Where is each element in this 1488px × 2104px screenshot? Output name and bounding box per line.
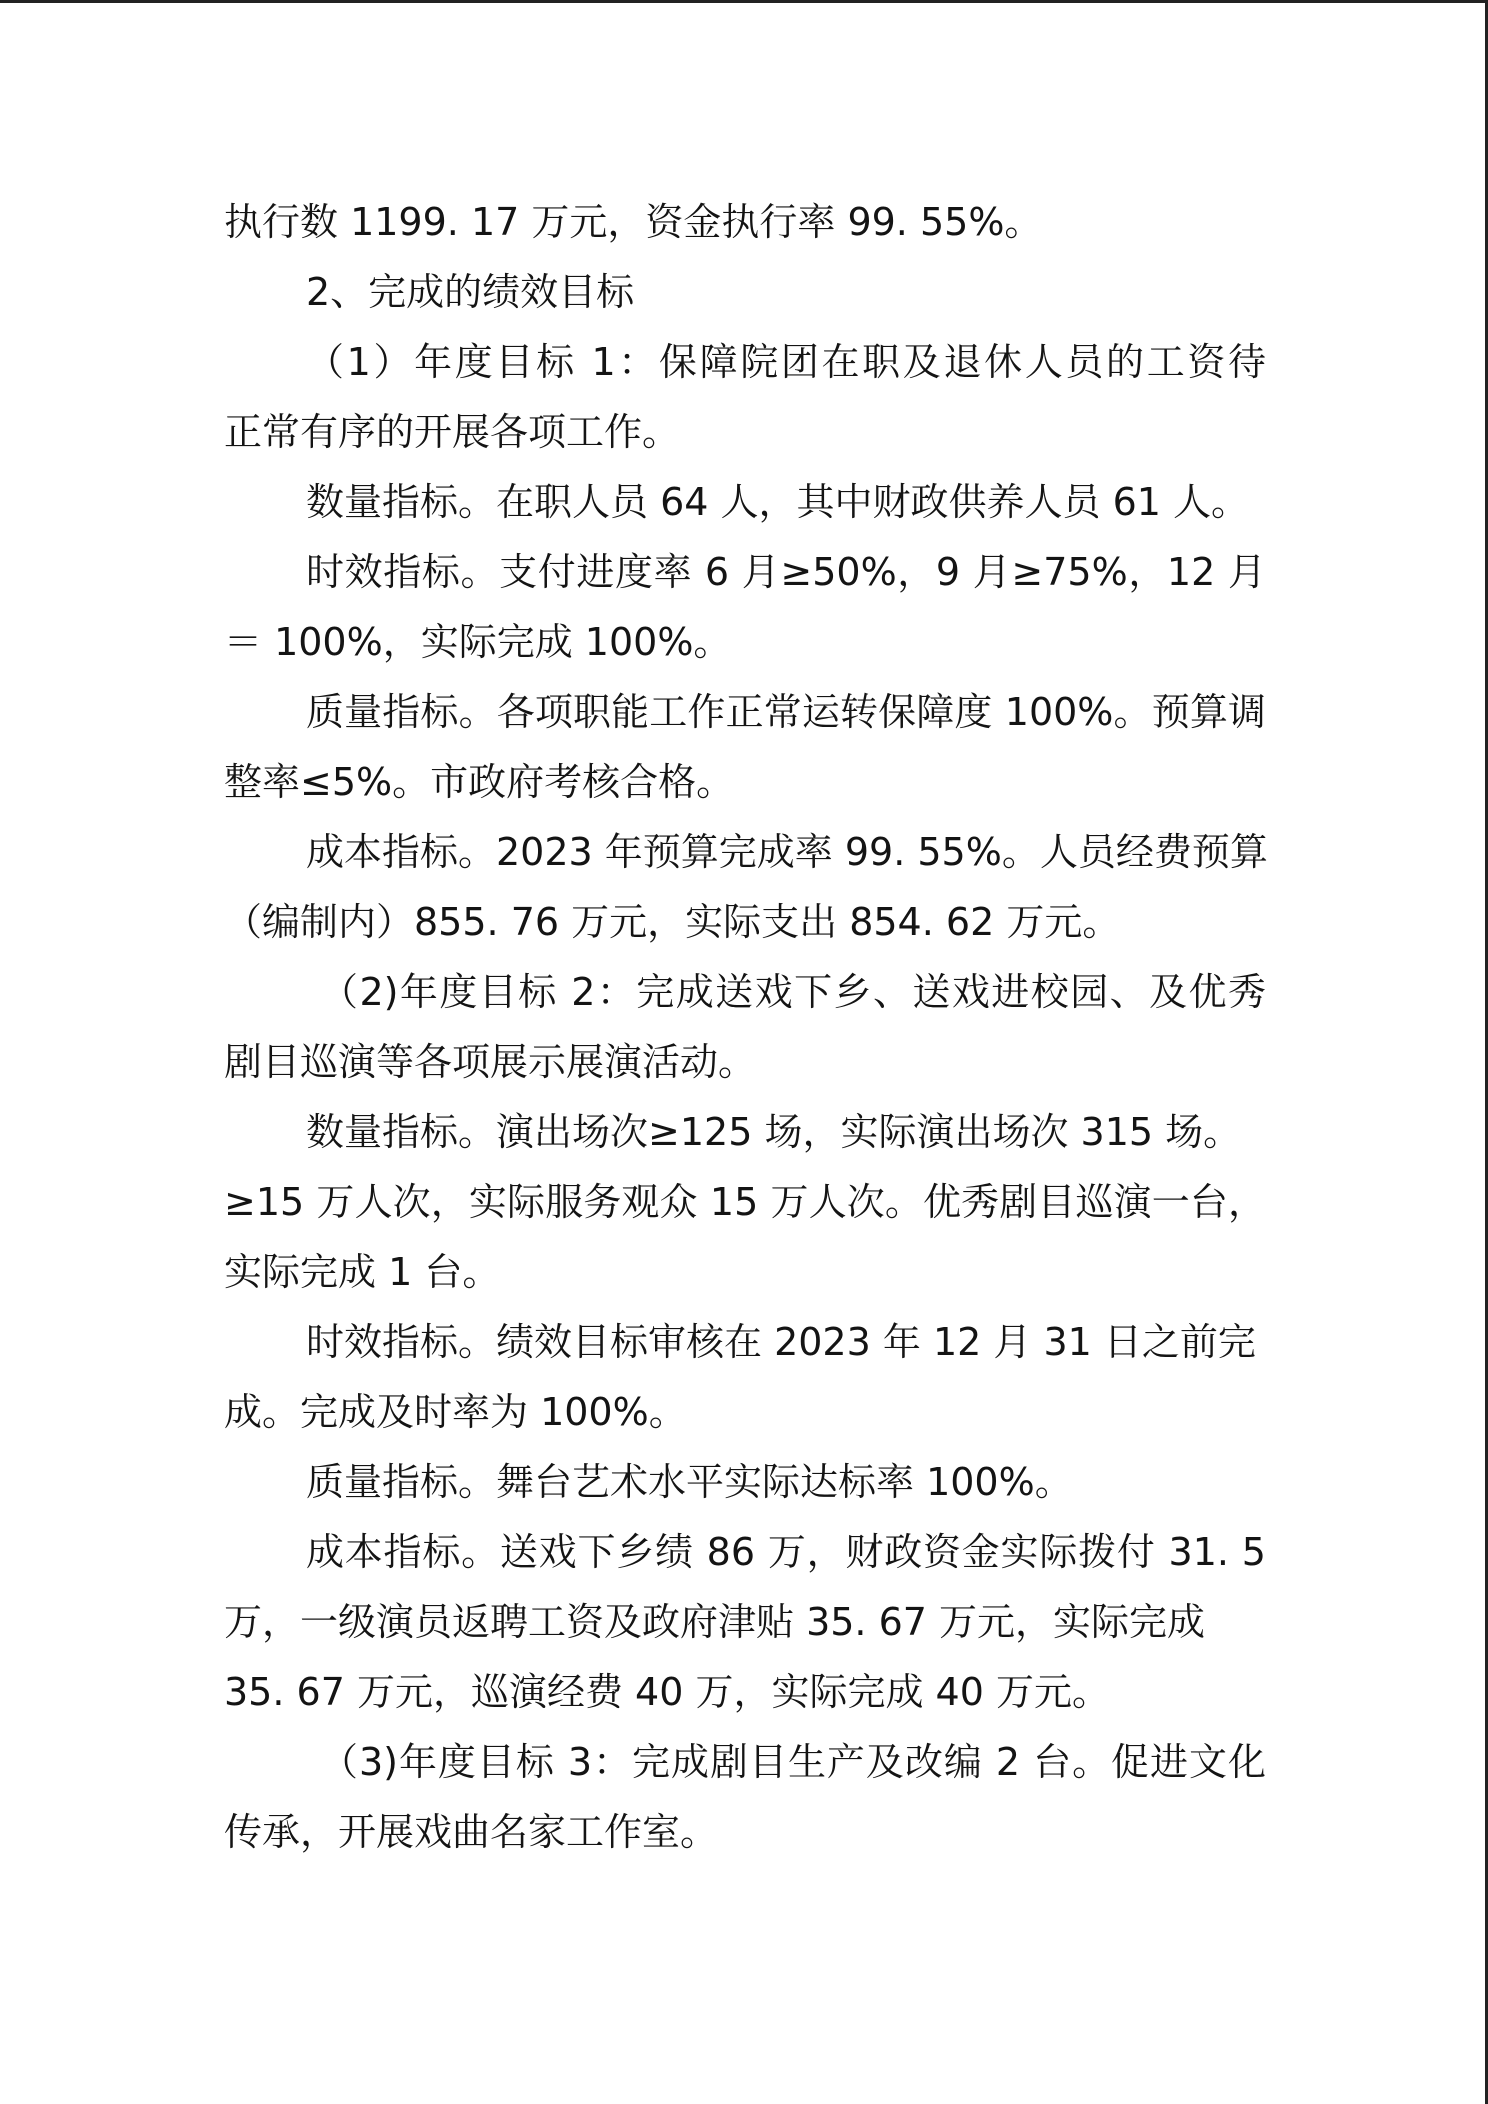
text-line: 剧目巡演等各项展示展演活动。: [224, 1040, 757, 1084]
text-line: 成本指标。2023 年预算完成率 99. 55%。人员经费预算: [306, 830, 1268, 874]
text-line: 成本指标。送戏下乡绩 86 万，财政资金实际拨付 31. 5: [306, 1530, 1266, 1574]
text-line: （编制内）855. 76 万元，实际支出 854. 62 万元。: [224, 900, 1121, 944]
text-line: ≥15 万人次，实际服务观众 15 万人次。优秀剧目巡演一台，: [224, 1180, 1266, 1224]
text-line: 传承，开展戏曲名家工作室。: [224, 1810, 719, 1854]
text-line: 整率≤5%。市政府考核合格。: [224, 760, 735, 804]
text-line: 实际完成 1 台。: [224, 1250, 501, 1294]
text-line: 成。完成及时率为 100%。: [224, 1390, 687, 1434]
text-line: 时效指标。支付进度率 6 月≥50%，9 月≥75%，12 月: [306, 550, 1266, 594]
section-heading: 2、完成的绩效目标: [306, 270, 635, 314]
text-line: 质量指标。舞台艺术水平实际达标率 100%。: [306, 1460, 1073, 1504]
text-line: 质量指标。各项职能工作正常运转保障度 100%。预算调: [306, 690, 1266, 734]
text-line: （3)年度目标 3：完成剧目生产及改编 2 台。促进文化: [320, 1740, 1266, 1784]
text-line: 时效指标。绩效目标审核在 2023 年 12 月 31 日之前完: [306, 1320, 1256, 1364]
text-line: 35. 67 万元，巡演经费 40 万，实际完成 40 万元。: [224, 1670, 1110, 1714]
text-line: 数量指标。演出场次≥125 场，实际演出场次 315 场。: [306, 1110, 1242, 1154]
text-line: 万，一级演员返聘工资及政府津贴 35. 67 万元，实际完成: [224, 1600, 1206, 1644]
text-line: （2)年度目标 2：完成送戏下乡、送戏进校园、及优秀: [320, 970, 1266, 1014]
text-line: 正常有序的开展各项工作。: [224, 410, 681, 454]
page-top-border: [0, 0, 1488, 3]
text-line: ＝ 100%，实际完成 100%。: [224, 620, 732, 664]
text-line: 执行数 1199. 17 万元，资金执行率 99. 55%。: [224, 200, 1043, 244]
text-line: （1）年度目标 1：保障院团在职及退休人员的工资待: [306, 340, 1266, 384]
text-line: 数量指标。在职人员 64 人，其中财政供养人员 61 人。: [306, 480, 1250, 524]
